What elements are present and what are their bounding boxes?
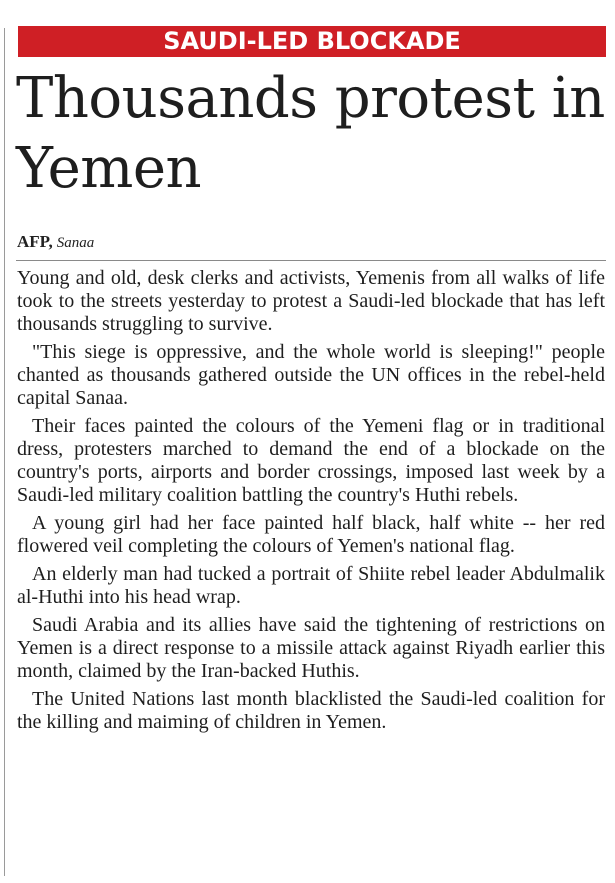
byline xyxy=(17,232,94,252)
paragraph: The United Nations last month blacklisted the Saudi-led coalition for the killing and maiming of children in Yemen. xyxy=(17,688,605,733)
paragraph: Their faces painted the colours of the Yemeni flag or in traditional dress, protesters marched to demand the end of a blockade on the country's ports, airports and border crossings, imposed last week by a Saudi-led military coalition battling the country's Huthi rebels. xyxy=(17,415,605,506)
column-rule xyxy=(4,28,5,876)
section-kicker: SAUDI-LED BLOCKADE xyxy=(18,26,606,57)
paragraph: A young girl had her face painted half black, half white -- her red flowered veil completing the colours of Yemen's national flag. xyxy=(17,512,605,557)
byline-divider xyxy=(16,260,606,261)
byline-agency: AFP, xyxy=(17,232,53,251)
paragraph: An elderly man had tucked a portrait of Shiite rebel leader Abdulmalik al-Huthi into his head wrap. xyxy=(17,563,605,608)
byline-location: Sanaa xyxy=(56,235,95,251)
paragraph: Young and old, desk clerks and activists, Yemenis from all walks of life took to the streets yesterday to protest a Saudi-led blockade that has left thousands struggling to survive. xyxy=(17,267,605,335)
article-body xyxy=(17,267,605,739)
paragraph: Saudi Arabia and its allies have said the tightening of restrictions on Yemen is a direct response to a missile attack against Riyadh earlier this month, claimed by the Iran-backed Huthis. xyxy=(17,614,605,682)
paragraph: "This siege is oppressive, and the whole world is sleeping!" people chanted as thousands gathered outside the UN offices in the rebel-held capital Sanaa. xyxy=(17,341,605,409)
headline: Thousands protest in Yemen xyxy=(16,66,605,201)
